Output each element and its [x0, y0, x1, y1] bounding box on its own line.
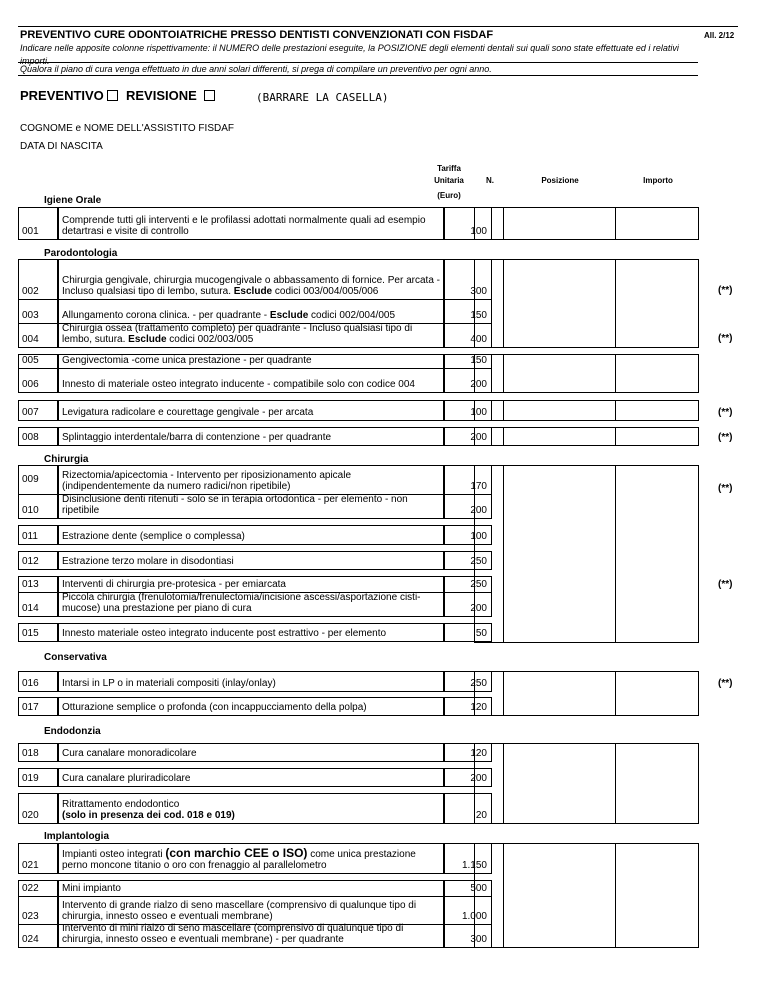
- row-code: 020: [18, 793, 58, 824]
- row-code: 019: [18, 768, 58, 787]
- row-code: 002: [18, 259, 58, 300]
- section-implantologia: Implantologia: [44, 831, 109, 842]
- row-description: Interventi di chirurgia pre-protesica - per emiarcata: [58, 576, 444, 593]
- row-description: Intarsi in LP o in materiali compositi (inlay/onlay): [58, 671, 444, 692]
- row-tariffa: 250: [444, 576, 492, 593]
- row-tariffa: 100: [444, 400, 492, 421]
- tariffa-header-line3: (Euro): [437, 191, 461, 200]
- row-note-marker: (**): [718, 483, 733, 494]
- row-description: Innesto materiale osteo integrato inducente post estrattivo - per elemento: [58, 623, 444, 642]
- row-code: 014: [18, 592, 58, 617]
- row-description: Intervento di grande rialzo di seno mascellare (comprensivo di qualunque tipo di chirurgia, innesto osseo e eventuali membrane): [58, 896, 444, 925]
- row-code: 017: [18, 697, 58, 716]
- row-description: Splintaggio interdentale/barra di contenzione - per quadrante: [58, 427, 444, 446]
- row-tariffa: 100: [444, 207, 492, 240]
- section-endodonzia: Endodonzia: [44, 726, 101, 737]
- posizione-input[interactable]: [503, 671, 616, 716]
- importo-input[interactable]: [615, 354, 699, 393]
- row-description-text: codici 003/004/005/006: [272, 286, 379, 297]
- row-tariffa: 20: [444, 793, 492, 824]
- row-tariffa: 500: [444, 880, 492, 897]
- row-code: 011: [18, 525, 58, 545]
- n-input[interactable]: [474, 259, 504, 348]
- posizione-input[interactable]: [503, 207, 616, 240]
- row-tariffa: 250: [444, 671, 492, 692]
- row-note-marker: (**): [718, 333, 733, 344]
- row-code: 013: [18, 576, 58, 593]
- row-description: [58, 843, 444, 874]
- importo-input[interactable]: [615, 843, 699, 948]
- row-description: Comprende tutti gli interventi e le profilassi adottati normalmente quali ad esempio detartrasi e visite di controllo: [58, 207, 444, 240]
- nascita-label: DATA DI NASCITA: [20, 141, 103, 152]
- row-note-marker: (**): [718, 678, 733, 689]
- row-description-text: Ritrattamento endodontico: [62, 799, 180, 810]
- section-chirurgia: Chirurgia: [44, 454, 89, 465]
- row-tariffa: 200: [444, 368, 492, 393]
- row-tariffa: 1.000: [444, 896, 492, 925]
- row-tariffa: 50: [444, 623, 492, 642]
- row-code: 016: [18, 671, 58, 692]
- row-note-marker: (**): [718, 432, 733, 443]
- row-description-text: Allungamento corona clinica. - per quadrante -: [62, 310, 270, 321]
- row-description: Estrazione dente (semplice o complessa): [58, 525, 444, 545]
- row-description: Rizectomia/apicectomia - Intervento per riposizionamento apicale (indipendentemente da numero radici/non ripetibile): [58, 465, 444, 495]
- row-description: Intervento di mini rialzo di seno mascellare (comprensivo di qualunque tipo di chirurgia, innesto osseo e eventuali membrane) - per quadrante: [58, 924, 444, 948]
- row-code: 007: [18, 400, 58, 421]
- posizione-input[interactable]: [503, 843, 616, 948]
- row-code: 003: [18, 299, 58, 324]
- tariffa-header-line1: Tariffa: [437, 164, 461, 173]
- row-note-marker: (**): [718, 579, 733, 590]
- barrare-note: (BARRARE LA CASELLA): [256, 91, 389, 104]
- row-tariffa: 1.150: [444, 843, 492, 874]
- row-tariffa: 150: [444, 299, 492, 324]
- row-description-text: codici 002/003/005: [166, 334, 254, 345]
- row-tariffa: 400: [444, 323, 492, 348]
- importo-input[interactable]: [615, 465, 699, 643]
- row-description: [58, 299, 444, 324]
- n-input[interactable]: [474, 207, 504, 240]
- row-code: 004: [18, 323, 58, 348]
- posizione-input[interactable]: [503, 427, 616, 446]
- row-description: Cura canalare monoradicolare: [58, 743, 444, 762]
- posizione-input[interactable]: [503, 400, 616, 421]
- posizione-input[interactable]: [503, 743, 616, 824]
- n-input[interactable]: [474, 400, 504, 421]
- year-note: Qualora il piano di cura venga effettuato in due anni solari differenti, si prega di compilare un preventivo per ogni anno.: [20, 64, 492, 74]
- row-description: [58, 259, 444, 300]
- importo-input[interactable]: [615, 427, 699, 446]
- preventivo-label: PREVENTIVO: [20, 88, 104, 103]
- row-tariffa: 200: [444, 427, 492, 446]
- page-title: PREVENTIVO CURE ODONTOIATRICHE PRESSO DENTISTI CONVENZIONATI CON FISDAF: [20, 29, 494, 41]
- row-code: 015: [18, 623, 58, 642]
- row-tariffa: 120: [444, 697, 492, 716]
- row-tariffa: 120: [444, 743, 492, 762]
- importo-input[interactable]: [615, 400, 699, 421]
- row-tariffa: 100: [444, 525, 492, 545]
- row-tariffa: 170: [444, 465, 492, 495]
- row-code: 024: [18, 924, 58, 948]
- tariffa-header-line2: Unitaria: [434, 176, 464, 185]
- row-description: Piccola chirurgia (frenulotomia/frenulectomia/incisione ascessi/asportazione cisti-mucose) una prestazione per piano di cura: [58, 592, 444, 617]
- row-tariffa: 300: [444, 259, 492, 300]
- row-code: 001: [18, 207, 58, 240]
- row-description-bold: (con marchio CEE o ISO): [165, 846, 308, 860]
- row-tariffa: 300: [444, 924, 492, 948]
- row-description: Innesto di materiale osteo integrato inducente - compatibile solo con codice 004: [58, 368, 444, 393]
- n-input[interactable]: [474, 354, 504, 393]
- row-description-bold: (solo in presenza dei cod. 018 e 019): [62, 810, 235, 821]
- instruction-note: Indicare nelle apposite colonne rispettivamente: il NUMERO delle prestazioni eseguite, la POSIZIONE degli elementi dentali sui quali sono state effettuate ed i relativi importi.: [20, 43, 679, 66]
- importo-header: Importo: [643, 176, 673, 185]
- row-description: Levigatura radicolare e courettage gengivale - per arcata: [58, 400, 444, 421]
- posizione-input[interactable]: [503, 259, 616, 348]
- row-code: 009: [18, 465, 58, 495]
- importo-input[interactable]: [615, 671, 699, 716]
- row-code: 008: [18, 427, 58, 446]
- row-description-bold: Esclude: [269, 310, 309, 321]
- row-code: 018: [18, 743, 58, 762]
- row-tariffa: 150: [444, 354, 492, 369]
- row-tariffa: 200: [444, 592, 492, 617]
- importo-input[interactable]: [615, 259, 699, 348]
- row-description: Estrazione terzo molare in disodontiasi: [58, 551, 444, 570]
- row-description: [58, 323, 444, 348]
- row-code: 022: [18, 880, 58, 897]
- row-description: [58, 793, 444, 824]
- attachment-label: All. 2/12: [704, 31, 735, 40]
- row-code: 005: [18, 354, 58, 369]
- row-code: 021: [18, 843, 58, 874]
- section-igiene: Igiene Orale: [44, 195, 102, 206]
- row-description-bold: Esclude: [128, 334, 167, 345]
- nome-label: COGNOME e NOME DELL'ASSISTITO FISDAF: [20, 123, 234, 134]
- row-description-text: come unica prestazione perno moncone titanio o oro con frenaggio al parallelometro: [62, 849, 416, 871]
- posizione-input[interactable]: [503, 354, 616, 393]
- row-description: Disinclusione denti ritenuti - solo se in terapia ortodontica - per elemento - non ripetibile: [58, 494, 444, 519]
- n-input[interactable]: [474, 671, 504, 716]
- n-input[interactable]: [474, 427, 504, 446]
- row-description: Gengivectomia -come unica prestazione - per quadrante: [58, 354, 444, 369]
- row-description: Otturazione semplice o profonda (con incappucciamento della polpa): [58, 697, 444, 716]
- revisione-label: REVISIONE: [126, 88, 197, 103]
- prestazioni-table: [18, 0, 758, 994]
- row-tariffa: 200: [444, 768, 492, 787]
- n-header: N.: [486, 176, 494, 185]
- n-input[interactable]: [474, 465, 504, 643]
- row-description-text: Impianti osteo integrati: [62, 849, 166, 860]
- posizione-header: Posizione: [541, 176, 579, 185]
- importo-input[interactable]: [615, 207, 699, 240]
- row-tariffa: 250: [444, 551, 492, 570]
- posizione-input[interactable]: [503, 465, 616, 643]
- row-code: 006: [18, 368, 58, 393]
- row-note-marker: (**): [718, 407, 733, 418]
- row-note-marker: (**): [718, 285, 733, 296]
- row-code: 012: [18, 551, 58, 570]
- section-parodontologia: Parodontologia: [44, 248, 118, 259]
- section-conservativa: Conservativa: [44, 652, 107, 663]
- importo-input[interactable]: [615, 743, 699, 824]
- row-description-text: Chirurgia ossea (trattamento completo) per quadrante - Incluso qualsiasi tipo di lembo, sutura.: [62, 323, 413, 345]
- row-description-bold: Esclude: [233, 286, 273, 297]
- row-description-text: codici 002/004/005: [308, 310, 395, 321]
- row-description: Mini impianto: [58, 880, 444, 897]
- row-description: Cura canalare pluriradicolare: [58, 768, 444, 787]
- row-tariffa: 200: [444, 494, 492, 519]
- row-description-text: Chirurgia gengivale, chirurgia mucogengivale o abbassamento di fornice. Per arcata - Incluso qualsiasi tipo di lembo, sutura.: [62, 275, 440, 297]
- n-input[interactable]: [474, 743, 504, 824]
- row-code: 010: [18, 494, 58, 519]
- row-code: 023: [18, 896, 58, 925]
- n-input[interactable]: [474, 843, 504, 948]
